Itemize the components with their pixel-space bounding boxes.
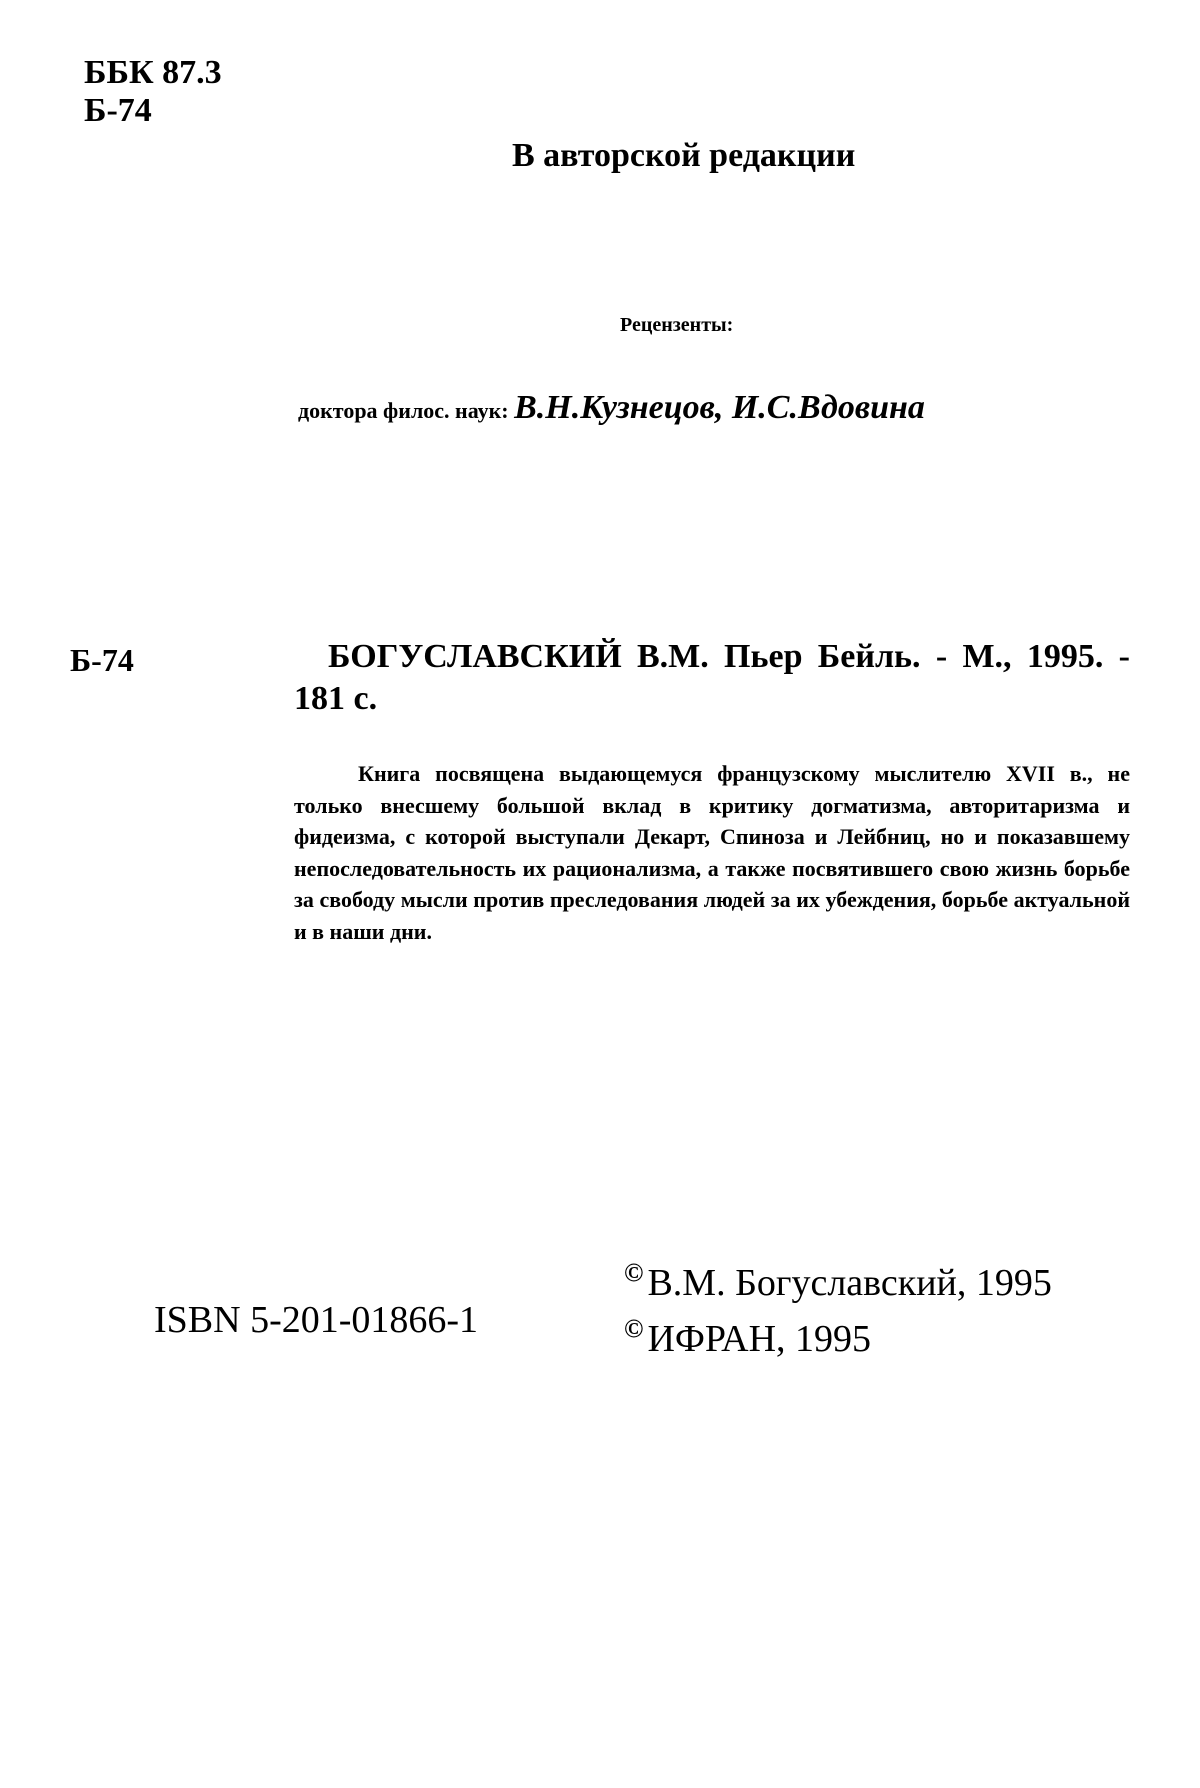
isbn: ISBN 5-201-01866-1 [154,1299,479,1341]
book-annotation: Книга посвящена выдающемуся французскому мыслителю XVII в., не только внесшему большой вклад в критику догматизма, авторитаризма и фидеизма, с которой выступали Декарт, Спиноза и Лейбниц, но и показавшему непоследовательность их рационализма, а также посвятившего свою жизнь борьбе за свободу мысли против преследования людей за их убеждения, борьбе актуальной и в наши дни. [294,761,1130,944]
copyright-publisher-text: ИФРАН, 1995 [647,1318,872,1360]
reviewers-prefix: доктора филос. наук: [298,398,509,423]
bibliographic-citation: БОГУСЛАВСКИЙ В.М. Пьер Бейль. - М., 1995. - 181 с. [294,638,1130,717]
entry-code: Б-74 [70,642,134,678]
edition-note: В авторской редакции [512,137,856,174]
copyright-author-text: В.М. Богуславский, 1995 [647,1262,1052,1304]
reviewers-names: В.Н.Кузнецов, И.С.Вдовина [514,389,925,426]
bbk-code: ББК 87.3 [84,54,222,91]
author-sign-code: Б-74 [84,92,152,129]
copyright-author [624,1250,1052,1306]
reviewers-line [298,386,925,433]
classification-block [84,54,222,130]
copyright-block [624,1250,1052,1362]
copyright-icon: © [624,1258,644,1287]
copyright-publisher [624,1306,1052,1362]
copyright-icon: © [624,1314,644,1343]
reviewers-label: Рецензенты: [620,314,734,336]
